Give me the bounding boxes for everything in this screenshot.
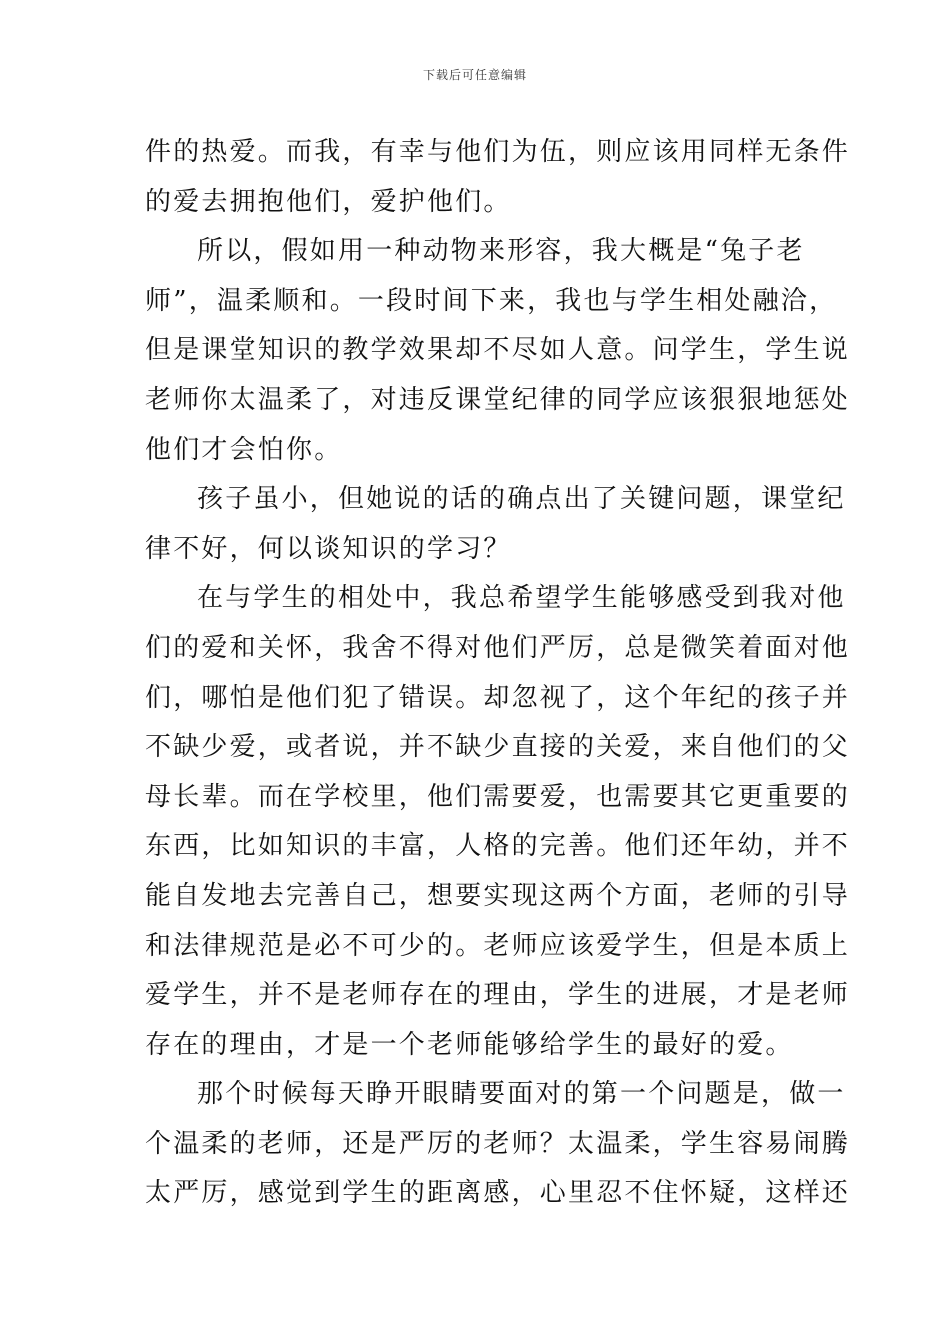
header-note: 下载后可任意编辑 <box>422 68 527 82</box>
text-line: 们，哪怕是他们犯了错误。却忽视了，这个年纪的孩子并 <box>145 682 851 713</box>
text-line: 能自发地去完善自己，想要实现这两个方面，老师的引导 <box>145 880 851 911</box>
text-line: 件的热爱。而我，有幸与他们为伍，则应该用同样无条件 <box>145 137 851 167</box>
text-line: 们的爱和关怀，我舍不得对他们严厉，总是微笑着面对他 <box>145 632 851 663</box>
text-line: 和法律规范是必不可少的。老师应该爱学生，但是本质上 <box>145 930 851 961</box>
text-line: 个温柔的老师，还是严厉的老师？太温柔，学生容易闹腾 <box>145 1128 851 1159</box>
text-line: 母长辈。而在学校里，他们需要爱，也需要其它更重要的 <box>145 781 851 812</box>
text-line: 的爱去拥抱他们，爱护他们。 <box>145 186 512 217</box>
text-line: 律不好，何以谈知识的学习？ <box>145 533 512 564</box>
text-line: 爱学生，并不是老师存在的理由，学生的进展，才是老师 <box>145 980 851 1011</box>
text-line: 他们才会怕你。 <box>145 434 343 465</box>
text-line: 存在的理由，才是一个老师能够给学生的最好的爱。 <box>145 1029 794 1060</box>
text-line: 但是课堂知识的教学效果却不尽如人意。问学生，学生说 <box>145 335 851 366</box>
text-line: 东西，比如知识的丰富，人格的完善。他们还年幼，并不 <box>145 831 851 862</box>
text-line: 老师你太温柔了，对违反课堂纪律的同学应该狠狠地惩处 <box>145 384 851 415</box>
text-line: 师”，温柔顺和。一段时间下来，我也与学生相处融洽， <box>145 285 838 316</box>
text-line: 那个时候每天睁开眼睛要面对的第一个问题是，做一 <box>197 1079 846 1110</box>
body-text <box>145 128 851 1219</box>
text-line: 孩子虽小，但她说的话的确点出了关键问题，课堂纪 <box>197 484 846 515</box>
text-line: 在与学生的相处中，我总希望学生能够感受到我对他 <box>197 583 846 614</box>
text-line: 所以，假如用一种动物来形容，我大概是“兔子老 <box>197 236 805 267</box>
text-line: 太严厉，感觉到学生的距离感，心里忍不住怀疑，这样还 <box>145 1178 851 1209</box>
text-line: 不缺少爱，或者说，并不缺少直接的关爱，来自他们的父 <box>145 732 851 763</box>
